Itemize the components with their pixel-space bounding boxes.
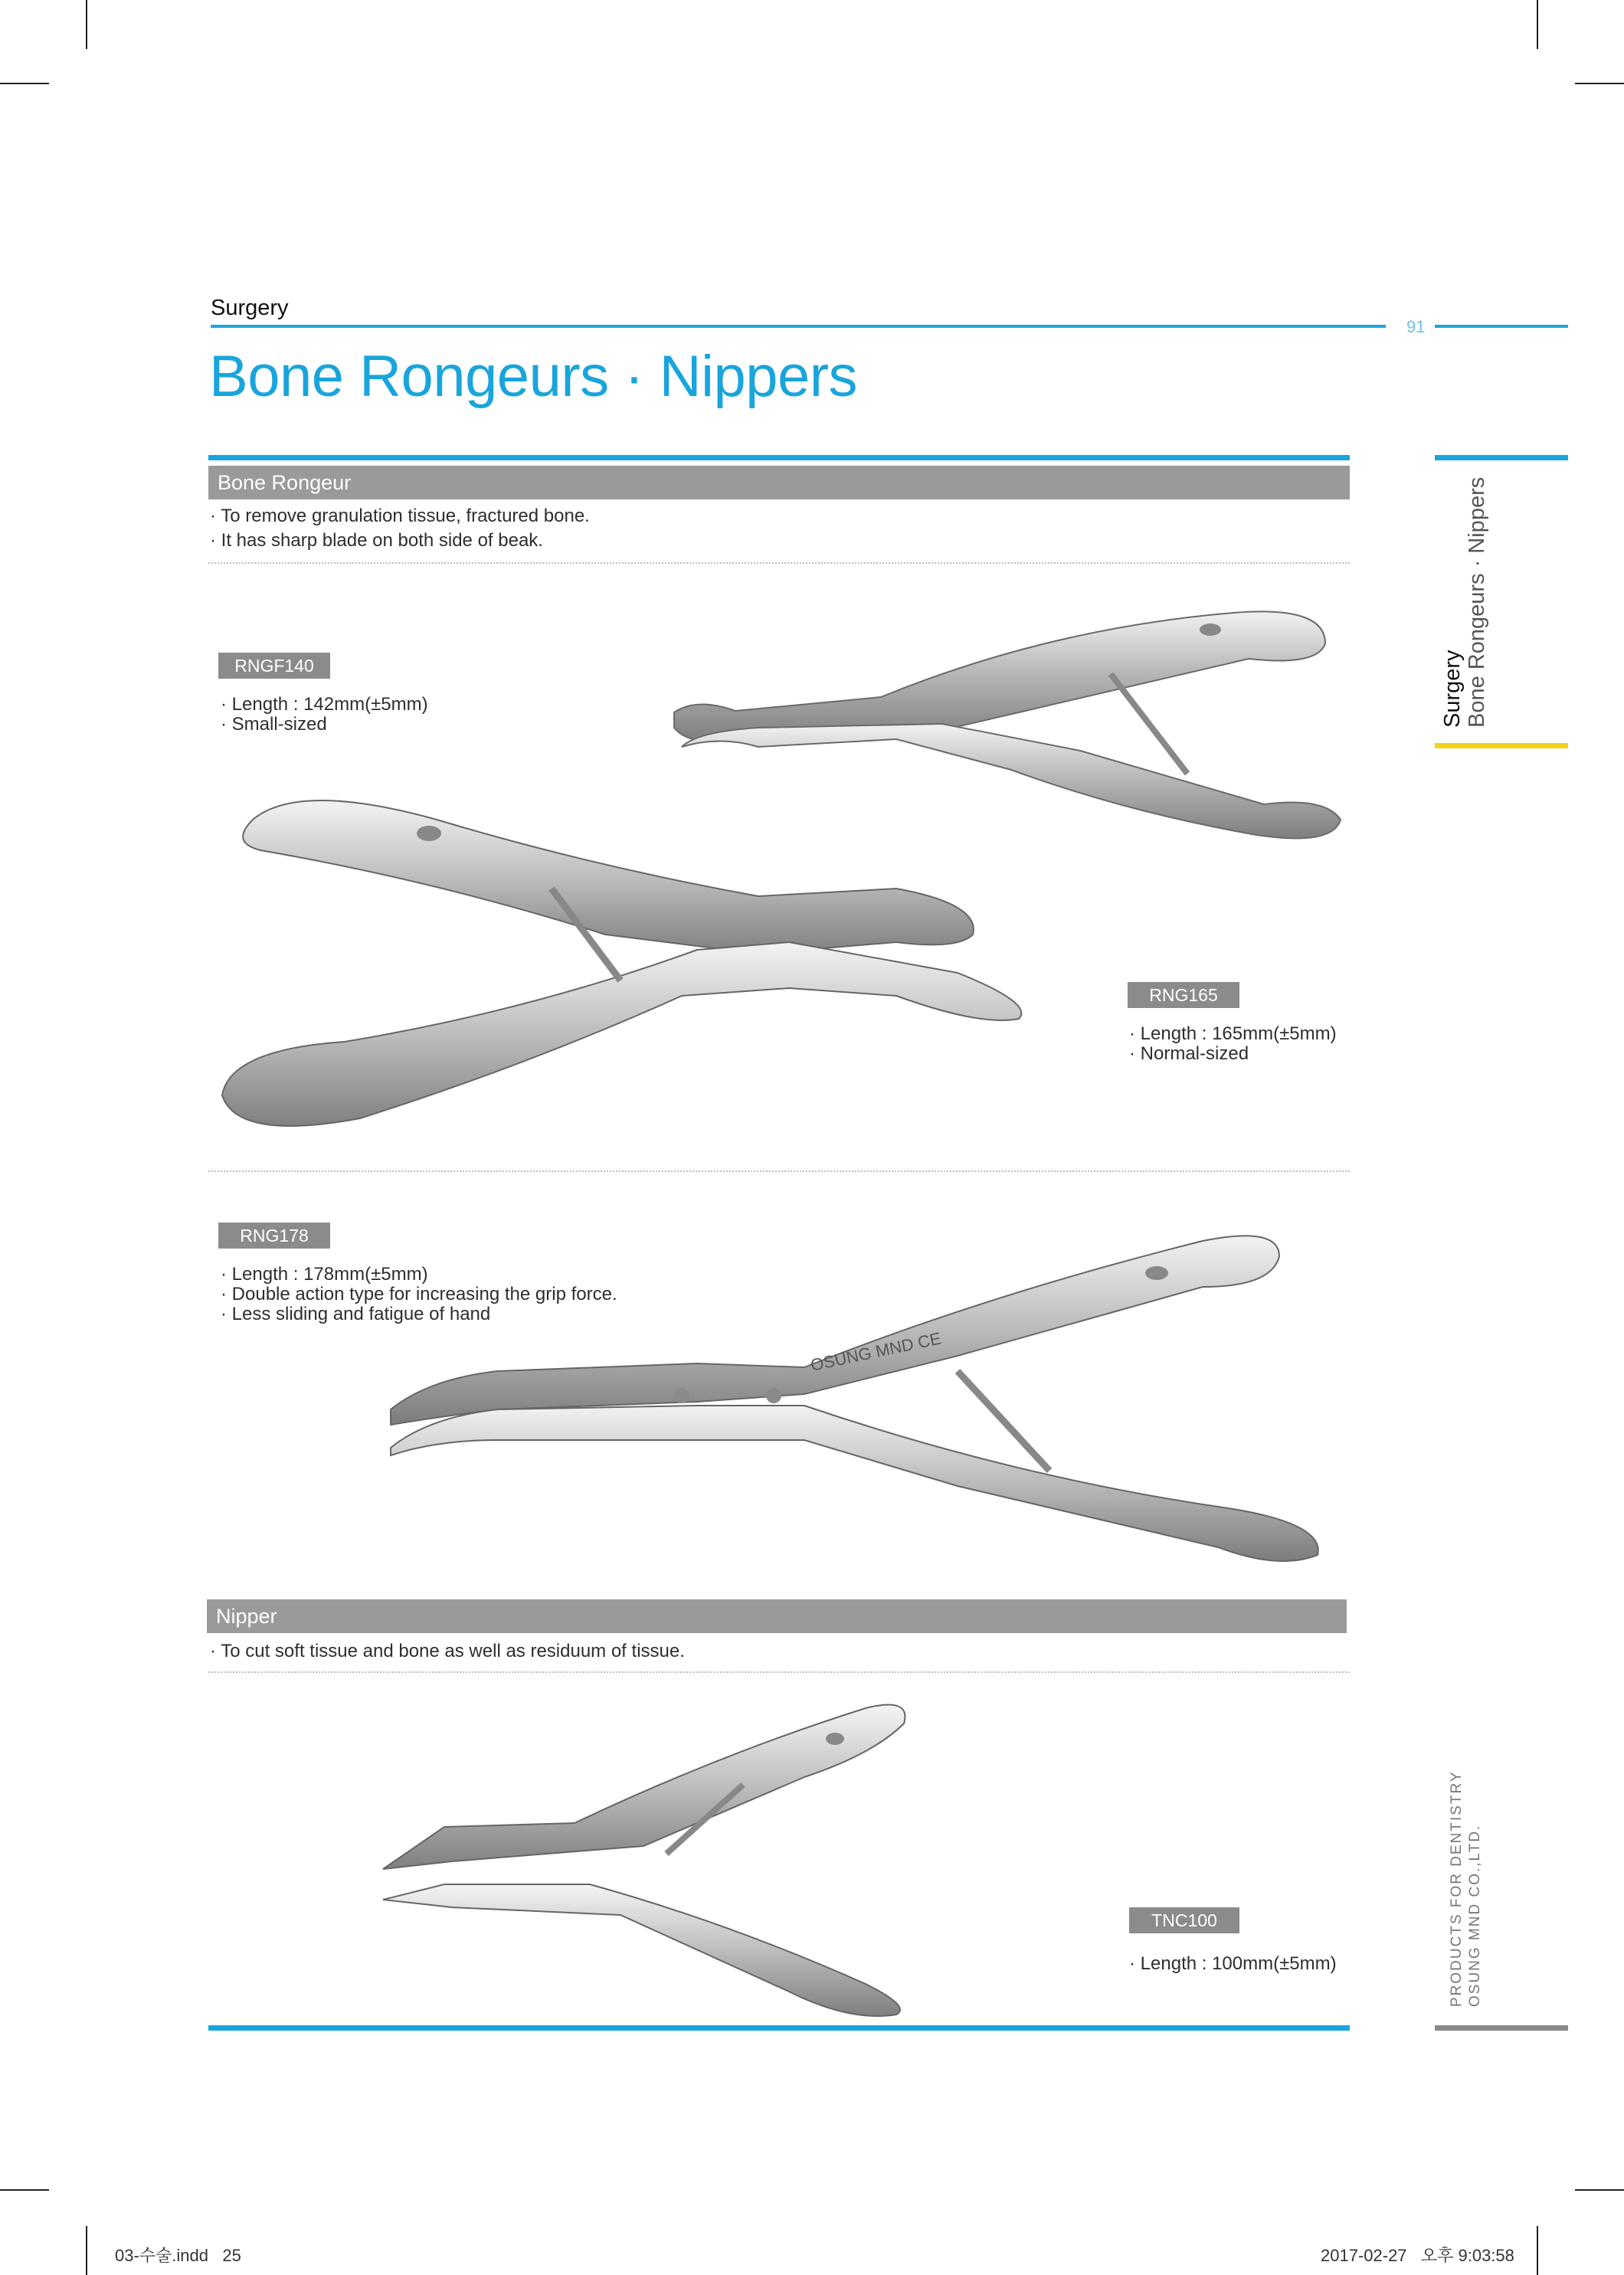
section-heading-bone-rongeur: Bone Rongeur [208,466,1350,499]
model-tag-tnc100: TNC100 [1129,1907,1239,1933]
spec-bullet: · Length : 100mm(±5mm) [1129,1953,1337,1974]
dotted-divider [208,1671,1350,1673]
model-tag-rng178: RNG178 [218,1223,330,1249]
spec-bullet: · Length : 178mm(±5mm) [221,1264,428,1285]
side-subtitle: Bone Rongeurs · Nippers [1465,476,1489,728]
page-number-rule [1435,325,1568,328]
crop-mark [1575,2189,1624,2191]
crop-mark [86,0,87,49]
engraving-text: OSUNG MND CE [808,1328,943,1375]
tnc100-nipper-image [375,1693,1019,2022]
rng165-rongeur-image [207,774,1057,1134]
spec-bullet: · Length : 165mm(±5mm) [1129,1023,1337,1044]
crop-mark [0,83,49,84]
side-tab-label [1440,477,1489,728]
description-bullet: · To remove granulation tissue, fractured bone. [210,506,590,526]
bottom-rule [208,2025,1350,2031]
model-tag-rng165: RNG165 [1128,982,1239,1008]
section-heading-nipper: Nipper [207,1599,1347,1633]
description-bullet: · It has sharp blade on both side of beak. [210,530,543,551]
spec-bullet: · Normal-sized [1129,1043,1249,1064]
brand-label [1448,1770,1485,2007]
footer-file-info: 03-수술.indd 25 [115,2246,241,2265]
crop-mark [1575,83,1624,84]
crop-mark [86,2226,87,2275]
crop-mark [1537,0,1538,49]
side-category: Surgery [1440,650,1465,728]
section-top-rule [208,455,1350,460]
spec-bullet: · Double action type for increasing the grip force. [221,1284,617,1304]
page-number: 91 [1406,317,1426,336]
side-tab-top-rule [1435,455,1568,460]
rng178-double-action-rongeur-image [375,1218,1341,1570]
page-title: Bone Rongeurs · Nippers [209,344,858,409]
dotted-divider [208,1170,1350,1172]
footer-timestamp: 2017-02-27 오후 9:03:58 [1321,2246,1514,2265]
header-rule [211,325,1386,328]
description-bullet: · To cut soft tissue and bone as well as residuum of tissue. [210,1641,685,1661]
brand-line-1: PRODUCTS FOR DENTISTRY [1449,1770,1465,2007]
brand-bottom-rule [1435,2025,1568,2031]
dotted-divider [208,562,1350,564]
spec-bullet: · Less sliding and fatigue of hand [221,1304,491,1324]
crop-mark [1537,2226,1538,2275]
crop-mark [0,2189,49,2191]
side-tab-bottom-rule [1435,743,1568,748]
brand-line-2: OSUNG MND CO.,LTD. [1467,1824,1483,2007]
model-tag-rngf140: RNGF140 [218,653,330,679]
spec-bullet: · Length : 142mm(±5mm) [221,694,428,715]
section-label: Surgery [211,296,289,320]
spec-bullet: · Small-sized [221,714,327,735]
